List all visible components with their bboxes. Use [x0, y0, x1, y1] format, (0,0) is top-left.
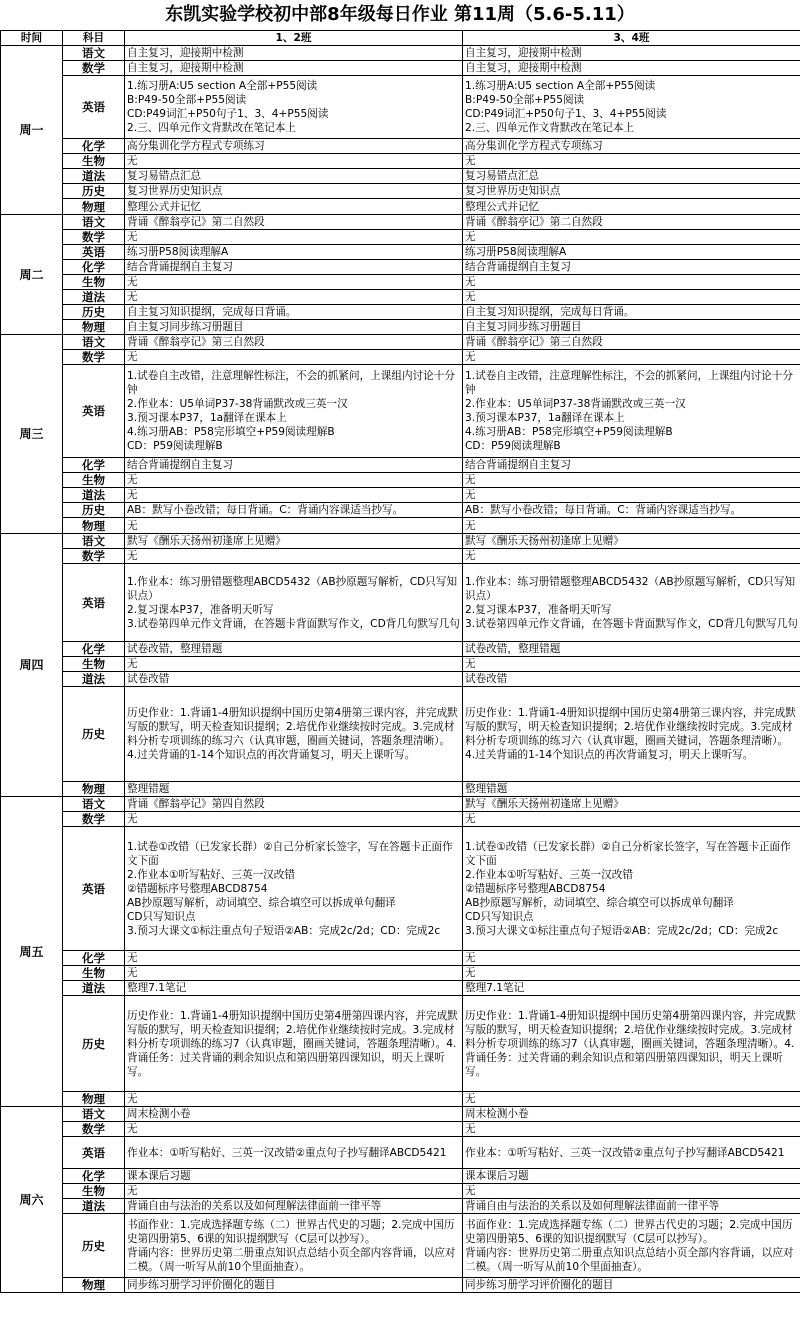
homework-cell-class-1-2: 周末检测小卷 [125, 1107, 463, 1122]
table-row [1, 503, 800, 518]
homework-cell-class-1-2: 自主复习，迎接期中检测 [125, 46, 463, 61]
homework-cell-class-3-4: 1.作业本：练习册错题整理ABCD5432（AB抄原题写解析，CD只写知识点） 2.复习课本P37，准备明天听写 3.试卷第四单元作文背诵，在答题卡背面默写作文，CD背几句默写几句 [463, 564, 800, 642]
day-cell: 周四 [1, 534, 63, 797]
homework-cell-class-3-4: 练习册P58阅读理解A [463, 245, 800, 260]
subject-cell: 语文 [63, 797, 125, 812]
subject-cell: 英语 [63, 365, 125, 458]
homework-cell-class-3-4: 无 [463, 350, 800, 365]
subject-cell: 道法 [63, 981, 125, 996]
homework-cell-class-3-4: 无 [463, 1092, 800, 1107]
table-row [1, 305, 800, 320]
homework-cell-class-3-4: 背诵自由与法治的关系以及如何理解法律面前一律平等 [463, 1199, 800, 1214]
day-cell: 周六 [1, 1107, 63, 1293]
table-row [1, 1278, 800, 1293]
homework-table [0, 30, 800, 1293]
table-row [1, 169, 800, 184]
homework-cell-class-1-2: 复习易错点汇总 [125, 169, 463, 184]
table-row [1, 46, 800, 61]
homework-cell-class-3-4: 无 [463, 966, 800, 981]
homework-cell-class-3-4: 无 [463, 657, 800, 672]
subject-cell: 化学 [63, 260, 125, 275]
subject-cell: 历史 [63, 305, 125, 320]
homework-cell-class-3-4: 作业本：①听写粘好、三英一汉改错②重点句子抄写翻译ABCD5421 [463, 1137, 800, 1169]
homework-cell-class-1-2: 1.练习册A:U5 section A全部+P55阅读 B:P49-50全部+P55阅读 CD:P49词汇+P50句子1、3、4+P55阅读 2.三、四单元作文背默改在笔记本上 [125, 76, 463, 139]
table-row [1, 365, 800, 458]
header-subject: 科目 [63, 31, 125, 46]
homework-cell-class-1-2: 整理公式并记忆 [125, 199, 463, 215]
homework-cell-class-3-4: 默写《酬乐天扬州初逢席上见赠》 [463, 534, 800, 549]
table-row [1, 1137, 800, 1169]
day-cell: 周二 [1, 215, 63, 335]
subject-cell: 数学 [63, 350, 125, 365]
table-row [1, 350, 800, 365]
homework-cell-class-3-4: 无 [463, 488, 800, 503]
table-row [1, 61, 800, 76]
homework-cell-class-3-4: 结合背诵提纲自主复习 [463, 260, 800, 275]
table-row [1, 687, 800, 782]
subject-cell: 数学 [63, 61, 125, 76]
table-row [1, 154, 800, 169]
subject-cell: 物理 [63, 1092, 125, 1107]
homework-cell-class-1-2: 无 [125, 657, 463, 672]
table-row [1, 1184, 800, 1199]
homework-cell-class-1-2: 作业本：①听写粘好、三英一汉改错②重点句子抄写翻译ABCD5421 [125, 1137, 463, 1169]
table-row [1, 184, 800, 199]
table-row [1, 996, 800, 1092]
subject-cell: 语文 [63, 534, 125, 549]
table-row [1, 76, 800, 139]
subject-cell: 语文 [63, 215, 125, 230]
homework-cell-class-3-4: 无 [463, 951, 800, 966]
day-cell: 周五 [1, 797, 63, 1107]
homework-cell-class-3-4: 背诵《醉翁亭记》第三自然段 [463, 335, 800, 350]
homework-cell-class-1-2: 默写《酬乐天扬州初逢席上见赠》 [125, 534, 463, 549]
homework-cell-class-1-2: 无 [125, 350, 463, 365]
homework-cell-class-3-4: 整理公式并记忆 [463, 199, 800, 215]
homework-cell-class-1-2: 同步练习册学习评价圈化的题目 [125, 1278, 463, 1293]
subject-cell: 物理 [63, 199, 125, 215]
homework-cell-class-3-4: 书面作业：1.完成选择题专练（二）世界古代史的习题；2.完成中国历史第四册第5、6课的知识提纲默写（C层可以抄写）。 背诵内容：世界历史第二册重点知识点总结小页全部内容背诵，以应对二模。（周一听写从前10个里面抽查）。 [463, 1214, 800, 1278]
homework-cell-class-3-4: 背诵《醉翁亭记》第二自然段 [463, 215, 800, 230]
day-cell: 周一 [1, 46, 63, 215]
subject-cell: 语文 [63, 335, 125, 350]
homework-cell-class-3-4: 无 [463, 549, 800, 564]
table-row [1, 1199, 800, 1214]
subject-cell: 化学 [63, 642, 125, 657]
homework-cell-class-3-4: 1.试卷①改错（已发家长群）②自己分析家长签字，写在答题卡正面作文下面 2.作业本①听写粘好、三英一汉改错 ②错题标序号整理ABCD8754 AB抄原题写解析，动词填空、综合填空可以拆成单句翻译 CD只写知识点 3.预习大课文①标注重点句子短语②AB：完成2c/2d；CD：完成2c [463, 827, 800, 951]
homework-cell-class-3-4: 试卷改错 [463, 672, 800, 687]
homework-cell-class-3-4: 无 [463, 812, 800, 827]
table-row [1, 260, 800, 275]
subject-cell: 化学 [63, 139, 125, 154]
homework-cell-class-1-2: 无 [125, 518, 463, 534]
subject-cell: 生物 [63, 966, 125, 981]
subject-cell: 生物 [63, 473, 125, 488]
table-row [1, 215, 800, 230]
subject-cell: 数学 [63, 230, 125, 245]
homework-cell-class-3-4: 同步练习册学习评价圈化的题目 [463, 1278, 800, 1293]
table-row [1, 827, 800, 951]
homework-cell-class-3-4: 无 [463, 1184, 800, 1199]
table-row [1, 230, 800, 245]
homework-cell-class-1-2: 背诵《醉翁亭记》第二自然段 [125, 215, 463, 230]
subject-cell: 化学 [63, 1169, 125, 1184]
table-row [1, 797, 800, 812]
homework-cell-class-1-2: 无 [125, 1122, 463, 1137]
subject-cell: 英语 [63, 76, 125, 139]
subject-cell: 语文 [63, 1107, 125, 1122]
sheet-title: 东凯实验学校初中部8年级每日作业 第11周（5.6-5.11） [165, 4, 635, 25]
homework-cell-class-3-4: 1.练习册A:U5 section A全部+P55阅读 B:P49-50全部+P55阅读 CD:P49词汇+P50句子1、3、4+P55阅读 2.三、四单元作文背默改在笔记本上 [463, 76, 800, 139]
table-row [1, 549, 800, 564]
subject-cell: 生物 [63, 1184, 125, 1199]
header-class-3-4: 3、4班 [463, 31, 800, 46]
homework-cell-class-3-4: 复习易错点汇总 [463, 169, 800, 184]
homework-cell-class-3-4: 周末检测小卷 [463, 1107, 800, 1122]
table-row [1, 275, 800, 290]
homework-cell-class-3-4: 历史作业：1.背诵1-4册知识提纲中国历史第4册第四课内容，并完成默写版的默写，明天检查知识提纲；2.培优作业继续按时完成。3.完成材料分析专项训练的练习7（认真审题，圈画关键词，答题条理清晰）。4.背诵任务：过关背诵的剩余知识点和第四册第四课知识，明天上课听写。 [463, 996, 800, 1092]
table-row [1, 199, 800, 215]
subject-cell: 生物 [63, 154, 125, 169]
homework-cell-class-3-4: 结合背诵提纲自主复习 [463, 458, 800, 473]
day-cell: 周三 [1, 335, 63, 534]
homework-cell-class-1-2: 无 [125, 549, 463, 564]
homework-cell-class-3-4: 无 [463, 1122, 800, 1137]
subject-cell: 英语 [63, 564, 125, 642]
subject-cell: 道法 [63, 290, 125, 305]
table-row [1, 1092, 800, 1107]
homework-cell-class-3-4: 高分集训化学方程式专项练习 [463, 139, 800, 154]
table-row [1, 812, 800, 827]
table-row [1, 1169, 800, 1184]
homework-cell-class-3-4: 自主复习知识提纲，完成每日背诵。 [463, 305, 800, 320]
subject-cell: 物理 [63, 1278, 125, 1293]
homework-cell-class-1-2: AB：默写小卷改错；每日背诵。C：背诵内容课适当抄写。 [125, 503, 463, 518]
homework-cell-class-1-2: 无 [125, 275, 463, 290]
subject-cell: 道法 [63, 672, 125, 687]
homework-cell-class-3-4: 无 [463, 275, 800, 290]
homework-cell-class-1-2: 试卷改错 [125, 672, 463, 687]
homework-cell-class-1-2: 无 [125, 488, 463, 503]
subject-cell: 历史 [63, 687, 125, 782]
table-row [1, 672, 800, 687]
homework-cell-class-1-2: 无 [125, 230, 463, 245]
homework-cell-class-1-2: 无 [125, 812, 463, 827]
table-row [1, 951, 800, 966]
table-row [1, 1122, 800, 1137]
table-row [1, 642, 800, 657]
subject-cell: 语文 [63, 46, 125, 61]
table-row [1, 1214, 800, 1278]
homework-cell-class-1-2: 1.作业本：练习册错题整理ABCD5432（AB抄原题写解析，CD只写知识点） 2.复习课本P37，准备明天听写 3.试卷第四单元作文背诵，在答题卡背面默写作文，CD背几句默写几句 [125, 564, 463, 642]
homework-cell-class-1-2: 历史作业：1.背诵1-4册知识提纲中国历史第4册第四课内容，并完成默写版的默写，明天检查知识提纲；2.培优作业继续按时完成。3.完成材料分析专项训练的练习7（认真审题，圈画关键词，答题条理清晰）。4.背诵任务：过关背诵的剩余知识点和第四册第四课知识，明天上课听写。 [125, 996, 463, 1092]
homework-cell-class-3-4: 无 [463, 473, 800, 488]
subject-cell: 英语 [63, 1137, 125, 1169]
table-row [1, 981, 800, 996]
homework-cell-class-1-2: 整理错题 [125, 782, 463, 797]
subject-cell: 物理 [63, 518, 125, 534]
homework-cell-class-1-2: 课本课后习题 [125, 1169, 463, 1184]
subject-cell: 历史 [63, 1214, 125, 1278]
homework-cell-class-3-4: 自主复习，迎接期中检测 [463, 61, 800, 76]
homework-cell-class-1-2: 无 [125, 966, 463, 981]
subject-cell: 数学 [63, 812, 125, 827]
subject-cell: 道法 [63, 488, 125, 503]
homework-cell-class-1-2: 1.试卷自主改错，注意理解性标注，不会的抓紧问，上课组内讨论十分钟 2.作业本：U5单词P37-38背诵默改或三英一汉 3.预习课本P37，1a翻译在课本上 4.练习册AB：P58完形填空+P59阅读理解B CD：P59阅读理解B [125, 365, 463, 458]
subject-cell: 生物 [63, 275, 125, 290]
header-row [1, 31, 800, 46]
homework-cell-class-1-2: 无 [125, 1092, 463, 1107]
homework-cell-class-3-4: 复习世界历史知识点 [463, 184, 800, 199]
homework-cell-class-1-2: 结合背诵提纲自主复习 [125, 458, 463, 473]
homework-cell-class-3-4: 课本课后习题 [463, 1169, 800, 1184]
subject-cell: 物理 [63, 782, 125, 797]
table-row [1, 488, 800, 503]
subject-cell: 数学 [63, 1122, 125, 1137]
subject-cell: 数学 [63, 549, 125, 564]
homework-cell-class-3-4: 无 [463, 230, 800, 245]
homework-cell-class-3-4: AB：默写小卷改错；每日背诵。C：背诵内容课适当抄写。 [463, 503, 800, 518]
header-time: 时间 [1, 31, 63, 46]
homework-cell-class-3-4: 自主复习，迎接期中检测 [463, 46, 800, 61]
homework-cell-class-3-4: 1.试卷自主改错，注意理解性标注，不会的抓紧问，上课组内讨论十分钟 2.作业本：U5单词P37-38背诵默改或三英一汉 3.预习课本P37，1a翻译在课本上 4.练习册AB：P58完形填空+P59阅读理解B CD：P59阅读理解B [463, 365, 800, 458]
homework-cell-class-1-2: 无 [125, 290, 463, 305]
homework-cell-class-1-2: 背诵《醉翁亭记》第四自然段 [125, 797, 463, 812]
homework-cell-class-1-2: 自主复习同步练习册题目 [125, 320, 463, 335]
homework-cell-class-3-4: 无 [463, 154, 800, 169]
homework-cell-class-3-4: 无 [463, 518, 800, 534]
table-row [1, 458, 800, 473]
table-row [1, 139, 800, 154]
homework-cell-class-1-2: 复习世界历史知识点 [125, 184, 463, 199]
subject-cell: 物理 [63, 320, 125, 335]
homework-cell-class-3-4: 试卷改错，整理错题 [463, 642, 800, 657]
homework-cell-class-1-2: 试卷改错，整理错题 [125, 642, 463, 657]
homework-cell-class-3-4: 默写《酬乐天扬州初逢席上见赠》 [463, 797, 800, 812]
homework-cell-class-1-2: 历史作业：1.背诵1-4册知识提纲中国历史第4册第三课内容，并完成默写版的默写，明天检查知识提纲；2.培优作业继续按时完成。3.完成材料分析专项训练的练习六（认真审题，圈画关键词，答题条理清晰）。4.过关背诵的1-14个知识点的再次背诵复习，明天上课听写。 [125, 687, 463, 782]
subject-cell: 英语 [63, 245, 125, 260]
table-row [1, 473, 800, 488]
homework-cell-class-1-2: 练习册P58阅读理解A [125, 245, 463, 260]
table-row [1, 335, 800, 350]
homework-cell-class-1-2: 高分集训化学方程式专项练习 [125, 139, 463, 154]
homework-cell-class-1-2: 无 [125, 154, 463, 169]
homework-cell-class-1-2: 书面作业：1.完成选择题专练（二）世界古代史的习题；2.完成中国历史第四册第5、6课的知识提纲默写（C层可以抄写）。 背诵内容：世界历史第二册重点知识点总结小页全部内容背诵，以应对二模。（周一听写从前10个里面抽查）。 [125, 1214, 463, 1278]
subject-cell: 道法 [63, 169, 125, 184]
subject-cell: 英语 [63, 827, 125, 951]
subject-cell: 历史 [63, 503, 125, 518]
homework-cell-class-3-4: 整理错题 [463, 782, 800, 797]
table-row [1, 320, 800, 335]
subject-cell: 道法 [63, 1199, 125, 1214]
table-row [1, 782, 800, 797]
homework-cell-class-3-4: 自主复习同步练习册题目 [463, 320, 800, 335]
homework-cell-class-3-4: 无 [463, 290, 800, 305]
subject-cell: 化学 [63, 458, 125, 473]
table-row [1, 966, 800, 981]
homework-cell-class-1-2: 自主复习，迎接期中检测 [125, 61, 463, 76]
homework-cell-class-1-2: 自主复习知识提纲，完成每日背诵。 [125, 305, 463, 320]
homework-cell-class-1-2: 1.试卷①改错（已发家长群）②自己分析家长签字，写在答题卡正面作文下面 2.作业本①听写粘好、三英一汉改错 ②错题标序号整理ABCD8754 AB抄原题写解析，动词填空、综合填空可以拆成单句翻译 CD只写知识点 3.预习大课文①标注重点句子短语②AB：完成2c/2d；CD：完成2c [125, 827, 463, 951]
table-row [1, 245, 800, 260]
homework-cell-class-3-4: 历史作业：1.背诵1-4册知识提纲中国历史第4册第三课内容，并完成默写版的默写，明天检查知识提纲；2.培优作业继续按时完成。3.完成材料分析专项训练的练习六（认真审题，圈画关键词，答题条理清晰）。4.过关背诵的1-14个知识点的再次背诵复习，明天上课听写。 [463, 687, 800, 782]
table-row [1, 1107, 800, 1122]
table-row [1, 290, 800, 305]
subject-cell: 生物 [63, 657, 125, 672]
table-row [1, 534, 800, 549]
homework-cell-class-1-2: 无 [125, 473, 463, 488]
table-row [1, 564, 800, 642]
subject-cell: 历史 [63, 184, 125, 199]
homework-cell-class-3-4: 整理7.1笔记 [463, 981, 800, 996]
homework-cell-class-1-2: 背诵《醉翁亭记》第三自然段 [125, 335, 463, 350]
subject-cell: 历史 [63, 996, 125, 1092]
homework-cell-class-1-2: 结合背诵提纲自主复习 [125, 260, 463, 275]
homework-cell-class-1-2: 整理7.1笔记 [125, 981, 463, 996]
subject-cell: 化学 [63, 951, 125, 966]
homework-cell-class-1-2: 无 [125, 1184, 463, 1199]
table-row [1, 518, 800, 534]
header-class-1-2: 1、2班 [125, 31, 463, 46]
homework-cell-class-1-2: 无 [125, 951, 463, 966]
table-row [1, 657, 800, 672]
homework-cell-class-1-2: 背诵自由与法治的关系以及如何理解法律面前一律平等 [125, 1199, 463, 1214]
